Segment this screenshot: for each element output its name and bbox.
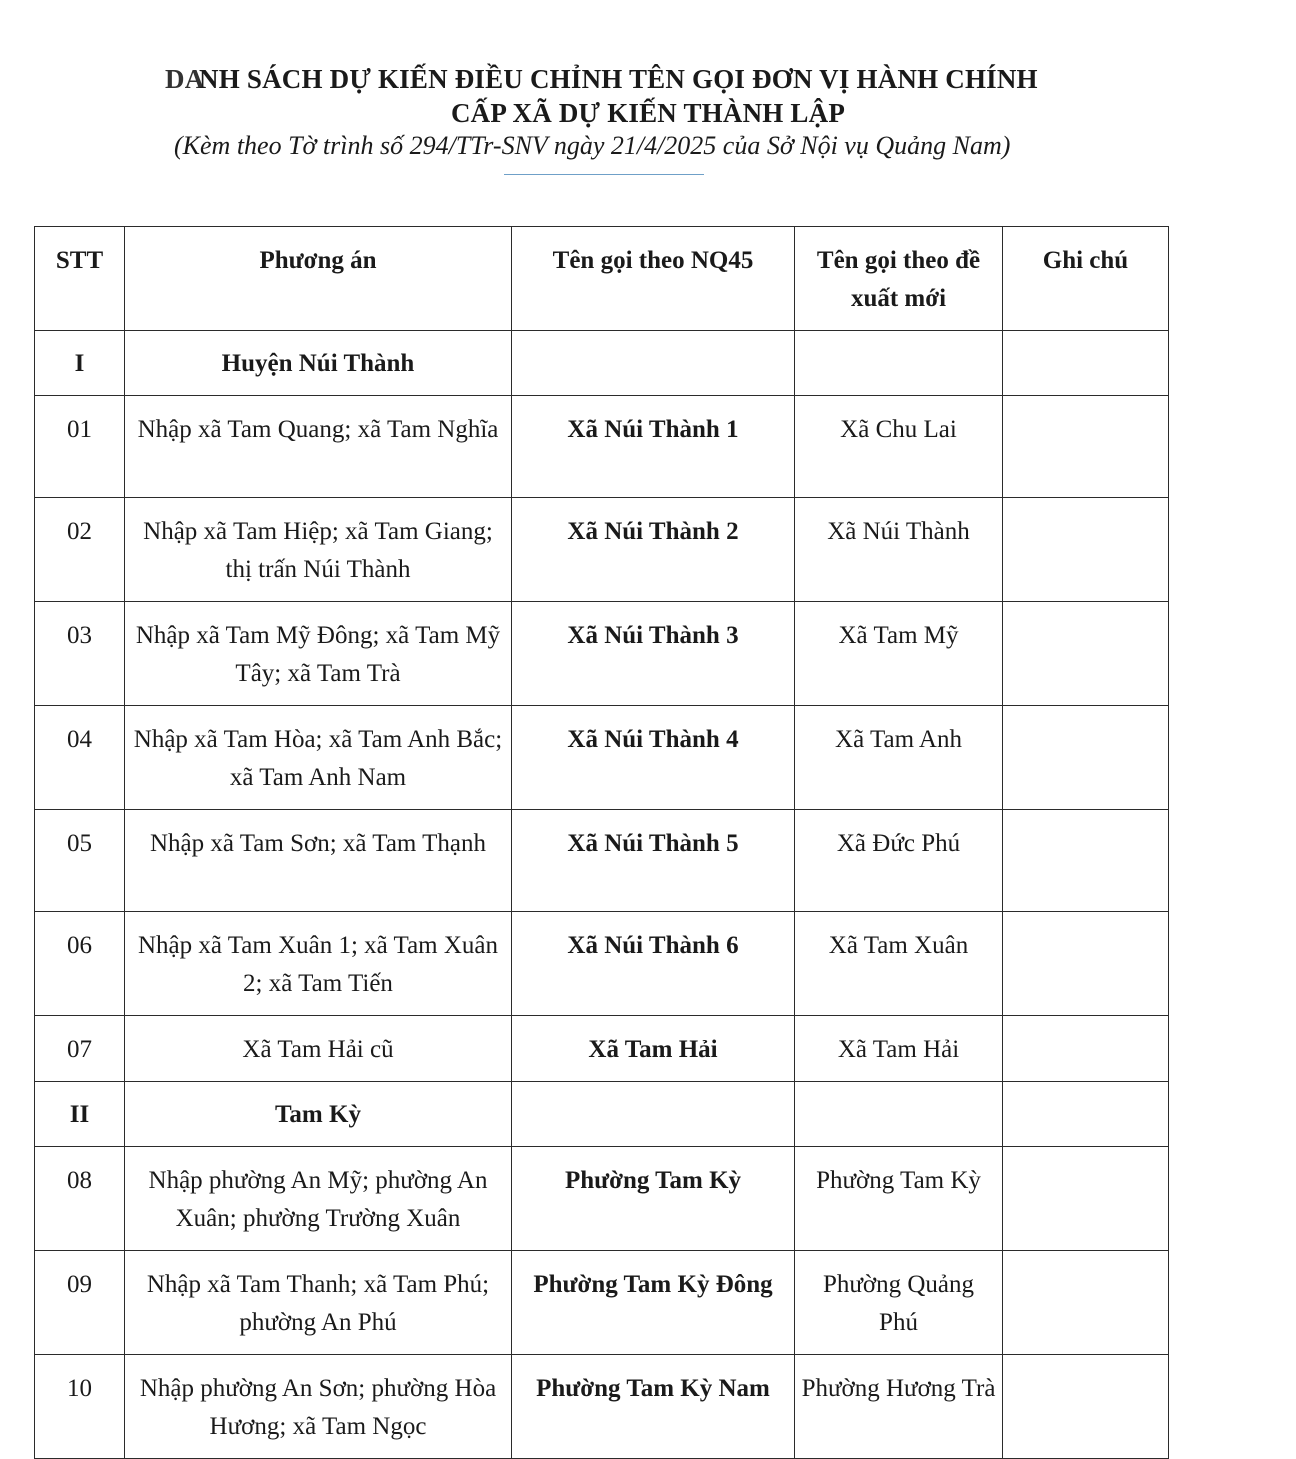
row-proposed-name: Xã Tam Xuân [795, 912, 1003, 1016]
table-row [35, 1251, 1169, 1355]
table-row [35, 706, 1169, 810]
header-ghi-chu: Ghi chú [1003, 227, 1169, 331]
row-stt: 10 [35, 1355, 125, 1459]
row-proposed-name: Xã Núi Thành [795, 498, 1003, 602]
row-nq45-name: Xã Núi Thành 2 [512, 498, 795, 602]
row-stt: 04 [35, 706, 125, 810]
row-phuong-an: Nhập xã Tam Thanh; xã Tam Phú; phường An Phú [125, 1251, 512, 1355]
group-empty-nq45 [512, 1082, 795, 1147]
row-proposed-name: Phường Quảng Phú [795, 1251, 1003, 1355]
row-nq45-name: Xã Núi Thành 5 [512, 810, 795, 912]
row-nq45-name: Xã Núi Thành 1 [512, 396, 795, 498]
document-title-line-1 [165, 62, 1038, 96]
group-roman-numeral: I [35, 331, 125, 396]
row-ghi-chu [1003, 810, 1169, 912]
row-ghi-chu [1003, 1355, 1169, 1459]
table-row [35, 810, 1169, 912]
row-nq45-name: Xã Núi Thành 4 [512, 706, 795, 810]
header-nq45: Tên gọi theo NQ45 [512, 227, 795, 331]
row-proposed-name: Xã Tam Mỹ [795, 602, 1003, 706]
row-stt: 09 [35, 1251, 125, 1355]
row-ghi-chu [1003, 912, 1169, 1016]
row-stt: 01 [35, 396, 125, 498]
row-nq45-name: Phường Tam Kỳ Đông [512, 1251, 795, 1355]
row-ghi-chu [1003, 396, 1169, 498]
row-proposed-name: Xã Đức Phú [795, 810, 1003, 912]
document-subtitle: (Kèm theo Tờ trình số 294/TTr-SNV ngày 21/4/2025 của Sở Nội vụ Quảng Nam) [174, 131, 1011, 160]
title-underline-divider [504, 174, 704, 175]
row-phuong-an: Nhập xã Tam Hòa; xã Tam Anh Bắc; xã Tam Anh Nam [125, 706, 512, 810]
table-row [35, 396, 1169, 498]
group-empty-de-xuat [795, 331, 1003, 396]
row-phuong-an: Nhập xã Tam Mỹ Đông; xã Tam Mỹ Tây; xã Tam Trà [125, 602, 512, 706]
row-nq45-name: Xã Tam Hải [512, 1016, 795, 1082]
row-ghi-chu [1003, 498, 1169, 602]
row-phuong-an: Nhập xã Tam Xuân 1; xã Tam Xuân 2; xã Tam Tiến [125, 912, 512, 1016]
row-phuong-an: Nhập xã Tam Quang; xã Tam Nghĩa [125, 396, 512, 498]
group-empty-de-xuat [795, 1082, 1003, 1147]
row-stt: 02 [35, 498, 125, 602]
group-empty-ghi-chu [1003, 331, 1169, 396]
table-row [35, 1355, 1169, 1459]
group-name: Tam Kỳ [125, 1082, 512, 1147]
row-proposed-name: Xã Tam Hải [795, 1016, 1003, 1082]
table-header-row [35, 227, 1169, 331]
row-proposed-name: Phường Tam Kỳ [795, 1147, 1003, 1251]
row-proposed-name: Xã Tam Anh [795, 706, 1003, 810]
row-proposed-name: Phường Hương Trà [795, 1355, 1003, 1459]
commune-renaming-table [34, 226, 1169, 1459]
row-ghi-chu [1003, 1147, 1169, 1251]
group-row [35, 1082, 1169, 1147]
row-ghi-chu [1003, 706, 1169, 810]
header-phuong-an: Phương án [125, 227, 512, 331]
header-de-xuat: Tên gọi theo đề xuất mới [795, 227, 1003, 331]
row-stt: 05 [35, 810, 125, 912]
group-empty-nq45 [512, 331, 795, 396]
table-body [35, 331, 1169, 1459]
row-ghi-chu [1003, 602, 1169, 706]
row-stt: 03 [35, 602, 125, 706]
row-nq45-name: Phường Tam Kỳ Nam [512, 1355, 795, 1459]
row-stt: 08 [35, 1147, 125, 1251]
table-row [35, 498, 1169, 602]
row-phuong-an: Xã Tam Hải cũ [125, 1016, 512, 1082]
row-nq45-name: Xã Núi Thành 6 [512, 912, 795, 1016]
row-stt: 07 [35, 1016, 125, 1082]
row-nq45-name: Phường Tam Kỳ [512, 1147, 795, 1251]
table-row [35, 602, 1169, 706]
group-row [35, 331, 1169, 396]
table-row [35, 1147, 1169, 1251]
table-row [35, 1016, 1169, 1082]
row-phuong-an: Nhập phường An Sơn; phường Hòa Hương; xã Tam Ngọc [125, 1355, 512, 1459]
row-phuong-an: Nhập xã Tam Sơn; xã Tam Thạnh [125, 810, 512, 912]
row-ghi-chu [1003, 1251, 1169, 1355]
group-empty-ghi-chu [1003, 1082, 1169, 1147]
row-phuong-an: Nhập phường An Mỹ; phường An Xuân; phường Trường Xuân [125, 1147, 512, 1251]
group-name: Huyện Núi Thành [125, 331, 512, 396]
title-text-1: NH SÁCH DỰ KIẾN ĐIỀU CHỈNH TÊN GỌI ĐƠN VỊ HÀNH CHÍNH [199, 64, 1038, 94]
document-title-line-2: CẤP XÃ DỰ KIẾN THÀNH LẬP [450, 98, 846, 128]
row-ghi-chu [1003, 1016, 1169, 1082]
group-roman-numeral: II [35, 1082, 125, 1147]
row-proposed-name: Xã Chu Lai [795, 396, 1003, 498]
row-stt: 06 [35, 912, 125, 1016]
table-row [35, 912, 1169, 1016]
row-nq45-name: Xã Núi Thành 3 [512, 602, 795, 706]
header-stt: STT [35, 227, 125, 331]
title-cut-prefix: DA [165, 64, 205, 94]
row-phuong-an: Nhập xã Tam Hiệp; xã Tam Giang; thị trấn Núi Thành [125, 498, 512, 602]
